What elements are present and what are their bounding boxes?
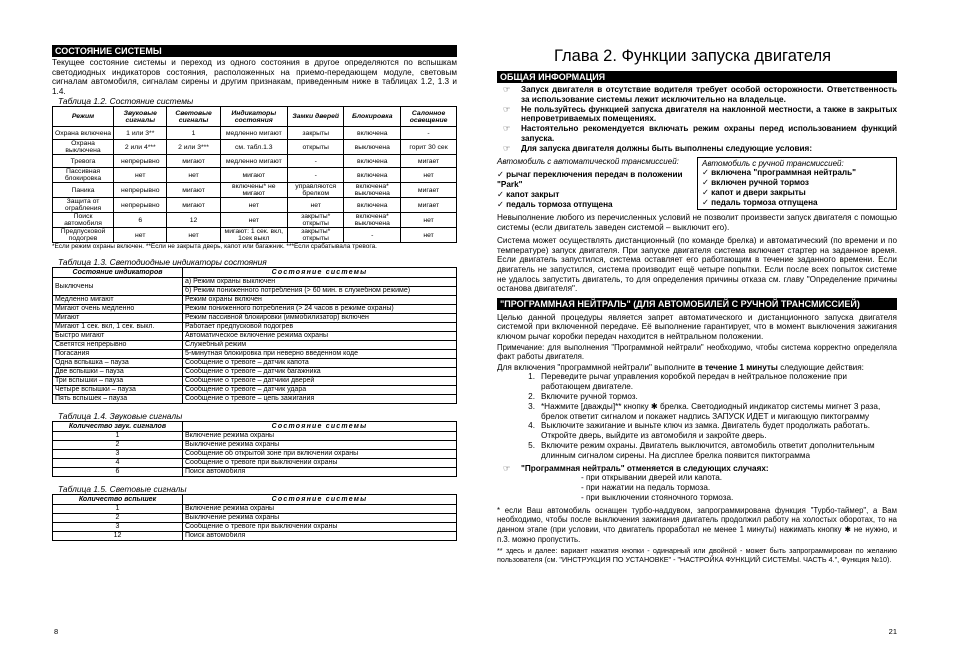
table-cell: горит 30 сек [401,140,457,155]
table-row [53,505,457,514]
section-title-neutral: "ПРОГРАММНАЯ НЕЙТРАЛЬ" (ДЛЯ АВТОМОБИЛЕЙ С РУЧНОЙ ТРАНСМИССИЕЙ) [497,298,897,310]
table-cell: Пассивная блокировка [53,168,114,183]
table-cell: Мигают очень медленно [53,305,183,314]
table-cell: медленно мигают [220,155,287,168]
table-cell: Быстро мигают [53,332,183,341]
table-row [53,459,457,468]
check-icon: ✓ [702,188,712,198]
left-page [52,0,457,661]
step-number: 3. [528,401,535,411]
section-title-general: ОБЩАЯ ИНФОРМАЦИЯ [497,71,897,83]
condition-item [702,168,892,178]
t15-header-count: Количество вспышек [53,495,183,505]
table-cell: 12 [53,532,183,541]
step-text: Включите режим охраны. Двигатель выключится, автомобиль ответит дополнительным длинным сигналом сирены. На дисплее брелка появится пиктограмма [541,440,875,460]
condition-item [702,198,892,208]
step-item [497,441,897,461]
paragraph-neutral: Целью данной процедуры является запрет автоматического и дистанционного запуска двигателя системой при включенной передаче. Её выполнение гарантирует, что в момент выключения зажигания ключом рычаг коробки передач находится в нейтральном положении. [497,312,897,342]
condition-text: рычаг переключения передач в положении "Park" [497,170,683,190]
table-cell: нет [220,198,287,213]
check-icon: ✓ [702,178,712,188]
t13-header-indicator: Состояние индикаторов [53,268,183,278]
table-cell: - [287,155,344,168]
table-cell: Защита от ограбления [53,198,114,213]
table-row [53,323,457,332]
table-cell: непрерывно [114,183,167,198]
table-cell: открыты [287,140,344,155]
table-cell: - [344,228,401,243]
step-item [497,372,897,392]
table-cell: нет [401,228,457,243]
table-cell: Две вспышки – пауза [53,368,183,377]
table-cell: нет [401,213,457,228]
steps-list [497,372,897,460]
table-1-5-caption: Таблица 1.5. Световые сигналы [58,484,187,495]
table-cell: Охрана выключена [53,140,114,155]
section-title-system-state: СОСТОЯНИЕ СИСТЕМЫ [52,45,457,57]
step-item [497,421,897,441]
table-row [53,213,457,228]
table-cell: Мигают 1 сек. вкл, 1 сек. выкл. [53,323,183,332]
table-row [53,140,457,155]
warning-item [497,144,897,154]
condition-item [497,190,689,200]
table-cell: Сообщение о тревоге – датчики дверей [183,377,457,386]
check-icon: ✓ [702,198,712,208]
table-cell: включена [344,127,401,140]
t12-header: Режим [53,107,114,127]
table-1-4-caption: Таблица 1.4. Звуковые сигналы [58,411,183,422]
table-cell: Четыре вспышки – пауза [53,386,183,395]
step-number: 2. [528,391,535,401]
step-text: *Нажмите [дважды]** кнопку ✱ брелка. Светодиодный индикатор системы мигнет 3 раза, брелок ответит сигналом и покажет надпись ЗАПУСК ИДЕТ и мигающую пиктограмму [541,401,881,421]
table-cell: Включение режима охраны [183,505,457,514]
step-item [497,392,897,402]
warnings-list [497,85,897,154]
steps-intro [497,363,897,373]
table-cell: Выключены [53,278,183,296]
table-cell: 4 [53,459,183,468]
check-icon: ✓ [497,170,507,180]
manual-transmission-block [697,157,897,211]
table-row [53,395,457,404]
condition-item [702,178,892,188]
table-cell: включена* выключена [344,183,401,198]
table-cell: нет [167,228,220,243]
condition-text: капот закрыт [506,190,560,200]
table-cell: 2 или 3*** [167,140,220,155]
step-item [497,402,897,422]
table-cell: нет [114,228,167,243]
table-row [53,368,457,377]
table-light-signals [52,494,457,541]
table-row [53,377,457,386]
table-row [53,523,457,532]
table-cell: Светятся непрерывно [53,341,183,350]
table-cell: 1 [53,505,183,514]
table-row [53,450,457,459]
table-cell: закрыты* открыты [287,213,344,228]
table-cell: см. табл.1.3 [220,140,287,155]
table-row [53,183,457,198]
hand-pointing-icon: ☞ [503,104,511,114]
table-cell: Сообщение о тревоге при выключении охраны [183,523,457,532]
table-cell: Сообщение о тревоге – датчик капота [183,359,457,368]
table-led-indicators [52,267,457,404]
table-row [53,198,457,213]
table-row [53,386,457,395]
warning-item [497,124,897,144]
table-cell: Сообщение о тревоге – датчик багажника [183,368,457,377]
table-cell: 5-минутная блокировка при неверно введенном коде [183,350,457,359]
table-cell: 6 [53,468,183,477]
table-cell: Включение режима охраны [183,432,457,441]
t12-header: Блокировка [344,107,401,127]
cancel-item: - при нажатии на педаль тормоза. [581,483,711,493]
table-cell: выключена [344,140,401,155]
footnote-button-press: ** здесь и далее: вариант нажатия кнопки - одинарный или двойной - может быть запрограммирован по желанию пользователя (см. "ИНСТРУКЦИЯ ПО УСТАНОВКЕ" - "НАСТРОЙКА ФУНКЦИЙ СИСТЕМЫ. ЧАСТЬ 4.", Функция №10). [497,546,897,565]
table-cell: а) Режим охраны выключен [183,278,456,287]
table-cell: мигает [401,155,457,168]
hand-pointing-icon: ☞ [503,463,511,473]
table-cell: 2 [53,514,183,523]
table-row [53,305,457,314]
step-number: 1. [528,372,535,382]
table-cell: закрыты [287,127,344,140]
table-cell: включена [344,198,401,213]
table-cell: мигают: 1 сек. вкл, 1сек выкл [220,228,287,243]
table-cell: 3 [53,450,183,459]
table-1-2-caption: Таблица 1.2. Состояние системы [58,96,194,107]
table-row [53,468,457,477]
table-row [53,514,457,523]
table-cell: нет [287,198,344,213]
table-row [53,441,457,450]
t12-header: Световые сигналы [167,107,220,127]
warning-item [497,85,897,105]
table-cell: включена [344,155,401,168]
step-text: Переведите рычаг управления коробкой передач в нейтральное положение при работающем двигателе. [541,372,847,392]
auto-transmission-block [497,157,697,211]
condition-item [497,170,689,190]
table-row [53,168,457,183]
table-row [53,532,457,541]
cancel-item: - при открывании дверей или капота. [581,473,723,483]
t14-header-system: Состояние системы [183,422,457,432]
table-cell: Медленно мигают [53,296,183,305]
hand-pointing-icon: ☞ [503,143,511,153]
table-cell: мигают [220,168,287,183]
condition-item [702,188,892,198]
table-cell: включена [344,168,401,183]
table-cell: 2 [53,441,183,450]
warning-item [497,105,897,125]
table-row [53,359,457,368]
table-cell: медленно мигают [220,127,287,140]
table-cell: управляются брелком [287,183,344,198]
warning-text: Для запуска двигателя должны быть выполнены следующие условия: [521,143,813,153]
table-cell: Выключение режима охраны [183,514,457,523]
condition-text: включена "программная нейтраль" [711,168,857,178]
steps-intro-b: в течение 1 минуты [697,362,778,372]
table-cell: Поиск автомобиля [53,213,114,228]
table-sound-signals [52,421,457,477]
warning-text: Настоятельно рекомендуется включать режим охраны перед использованием функций запуска. [521,124,897,143]
check-icon: ✓ [497,190,507,200]
table-cell: Пять вспышек – пауза [53,395,183,404]
table-row [53,341,457,350]
table-cell: - [287,168,344,183]
t12-header: Звуковые сигналы [114,107,167,127]
cancel-title: "Программная нейтраль" отменяется в следующих случаях: [521,463,769,473]
table-cell: Автоматическое включение режима охраны [183,332,457,341]
condition-text: включен ручной тормоз [711,178,809,188]
neutral-note: Примечание: для выполнения "Программной нейтрали" необходимо, чтобы система корректно определяла факт работы двигателя. [497,342,897,362]
condition-text: капот и двери закрыты [711,188,806,198]
table-cell: Выключение режима охраны [183,441,457,450]
step-text: Включите ручной тормоз. [541,391,638,401]
table-cell: Поиск автомобиля [183,532,457,541]
table-cell: Режим охраны включен [183,296,457,305]
table-cell: нет [401,168,457,183]
intro-paragraph: Текущее состояние системы и переход из одного состояния в другое определяются по вспышкам светодиодных индикаторов состояния, расположенных на приемо-передающем модуле, световым сигналам автомобиля, сигналам сирены и другим признакам, приведенным ниже в таблицах 1.2, 1.3 и 1.4. [52,58,457,96]
table-cell: Погасания [53,350,183,359]
step-number: 5. [528,440,535,450]
chapter-title: Глава 2. Функции запуска двигателя [554,47,832,65]
table-cell: Три вспышки – пауза [53,377,183,386]
t15-header-system: Состояние системы [183,495,457,505]
table-cell: 6 [114,213,167,228]
table-cell: Служебный режим [183,341,457,350]
table-cell: Сообщение об открытой зоне при включении охраны [183,450,457,459]
table-cell: Мигают [53,314,183,323]
table-cell: нет [220,213,287,228]
table-row [53,228,457,243]
t14-header-count: Количество звук. сигналов [53,422,183,432]
table-cell: мигает [401,198,457,213]
right-page [497,0,897,661]
table-cell: Сообщение о тревоге при выключении охраны [183,459,457,468]
table-cell: Предпусковой подогрев [53,228,114,243]
table-cell: Одна вспышка – пауза [53,359,183,368]
condition-item [497,200,689,210]
paragraph-start-modes: Система может осуществлять дистанционный (по команде брелка) и автоматический (по времени и по температуре) запуск двигателя. При запуске двигателя система включает стартер на заданное время. Если двигатель запустился, система оставляет его работающим в течение заданного времени. Если двигатель не запустился, система производит ещё четыре попытки. Если после всех попыток системе не удалось запустить двигатель, то для определения причины отказа см. главу "Определение причины останова двигателя". [497,236,897,294]
table-cell: б) Режим пониженного потребления (> 60 мин. в служебном режиме) [185,287,411,295]
auto-transmission-title: Автомобиль с автоматической трансмиссией: [497,156,679,166]
table-cell: нет [167,168,220,183]
condition-text: педаль тормоза отпущена [506,200,613,210]
table-cell: непрерывно [114,198,167,213]
table-cell: Режим пониженного потребления (> 24 часов в режиме охраны) [183,305,457,314]
steps-intro-a: Для включения "программной нейтрали" выполните [497,362,696,372]
hand-pointing-icon: ☞ [503,85,511,94]
table-cell: Режим пассивной блокировки (иммобилизатор) включен [183,314,457,323]
table-row [53,127,457,140]
manual-transmission-title: Автомобиль с ручной трансмиссией: [702,158,844,168]
cancel-block [497,464,897,474]
table-1-3-caption: Таблица 1.3. Светодиодные индикаторы состояния [58,257,267,268]
table-cell: Сообщение о тревоге – датчик удара [183,386,457,395]
table-cell: - [401,127,457,140]
table-cell: включена* выключена [344,213,401,228]
check-icon: ✓ [497,200,507,210]
table-cell: Охрана включена [53,127,114,140]
check-icon: ✓ [702,168,712,178]
step-text: Выключите зажигание и выньте ключ из замка. Двигатель будет продолжать работать. Откройте дверь, выйдите из автомобиля и закройте дверь. [541,421,871,441]
table-cell: 1 или 3** [114,127,167,140]
hand-pointing-icon: ☞ [503,124,511,134]
table-cell: мигает [401,183,457,198]
cancel-item: - при выключении стояночного тормоза. [581,492,734,502]
t13-header-system: Состояние системы [183,268,457,278]
table-row [53,278,457,296]
t12-header: Индикаторы состояния [220,107,287,127]
steps-intro-c: следующие действия: [780,362,864,372]
table-row [53,314,457,323]
table-cell: Сообщение о тревоге – цепь зажигания [183,395,457,404]
t12-header: Замки дверей [287,107,344,127]
table-cell: включены* не мигают [220,183,287,198]
table-row [53,332,457,341]
t12-header: Салонное освещение [401,107,457,127]
paragraph-conditions: Невыполнение любого из перечисленных условий не позволит произвести запуск двигателя с помощью системы (если двигатель заведен системой – выключит его). [497,213,897,232]
table-cell: Поиск автомобиля [183,468,457,477]
page-number-left: 8 [54,627,59,636]
table-row [53,296,457,305]
table-cell: мигают [167,198,220,213]
table-cell: нет [114,168,167,183]
table-cell: 1 [167,127,220,140]
table-cell: 1 [53,432,183,441]
table-cell: Тревога [53,155,114,168]
table-row [53,432,457,441]
table-1-2-footnote: *Если режим охраны включен. **Если не закрыта дверь, капот или багажник. ***Если срабатывала тревога. [52,243,377,251]
table-cell: закрыты* открыты [287,228,344,243]
table-cell: 12 [167,213,220,228]
footnote-turbo: * если Ваш автомобиль оснащен турбо-наддувом, запрограммирована функция "Турбо-таймер", а Вам необходимо, чтобы после выключения зажигания двигатель продолжил работу на холостых оборотах, то на данном этапе (при условии, что двигатель проработал не менее 1 минуты) нажимать кнопку ✱ не нужно, и п.3. можно пропустить. [497,505,897,544]
table-cell: мигают [167,183,220,198]
table-cell: непрерывно [114,155,167,168]
table-cell: Паника [53,183,114,198]
table-cell: 2 или 4*** [114,140,167,155]
condition-text: педаль тормоза отпущена [711,198,818,208]
transmission-conditions [497,157,897,211]
warning-text: Запуск двигателя в отсутствие водителя требует особой осторожности. Ответственность за использование системы лежит исключительно на владельце. [521,85,897,104]
step-number: 4. [528,421,535,431]
table-row [53,350,457,359]
table-system-state [52,106,457,243]
table-cell: мигают [167,155,220,168]
table-cell: Работает предпусковой подогрев [183,323,457,332]
table-row [53,155,457,168]
page-number-right: 21 [888,627,897,636]
warning-text: Не пользуйтесь функцией запуска двигателя на наклонной местности, а также в закрытых непроветриваемых помещениях. [521,104,897,124]
table-cell: 3 [53,523,183,532]
